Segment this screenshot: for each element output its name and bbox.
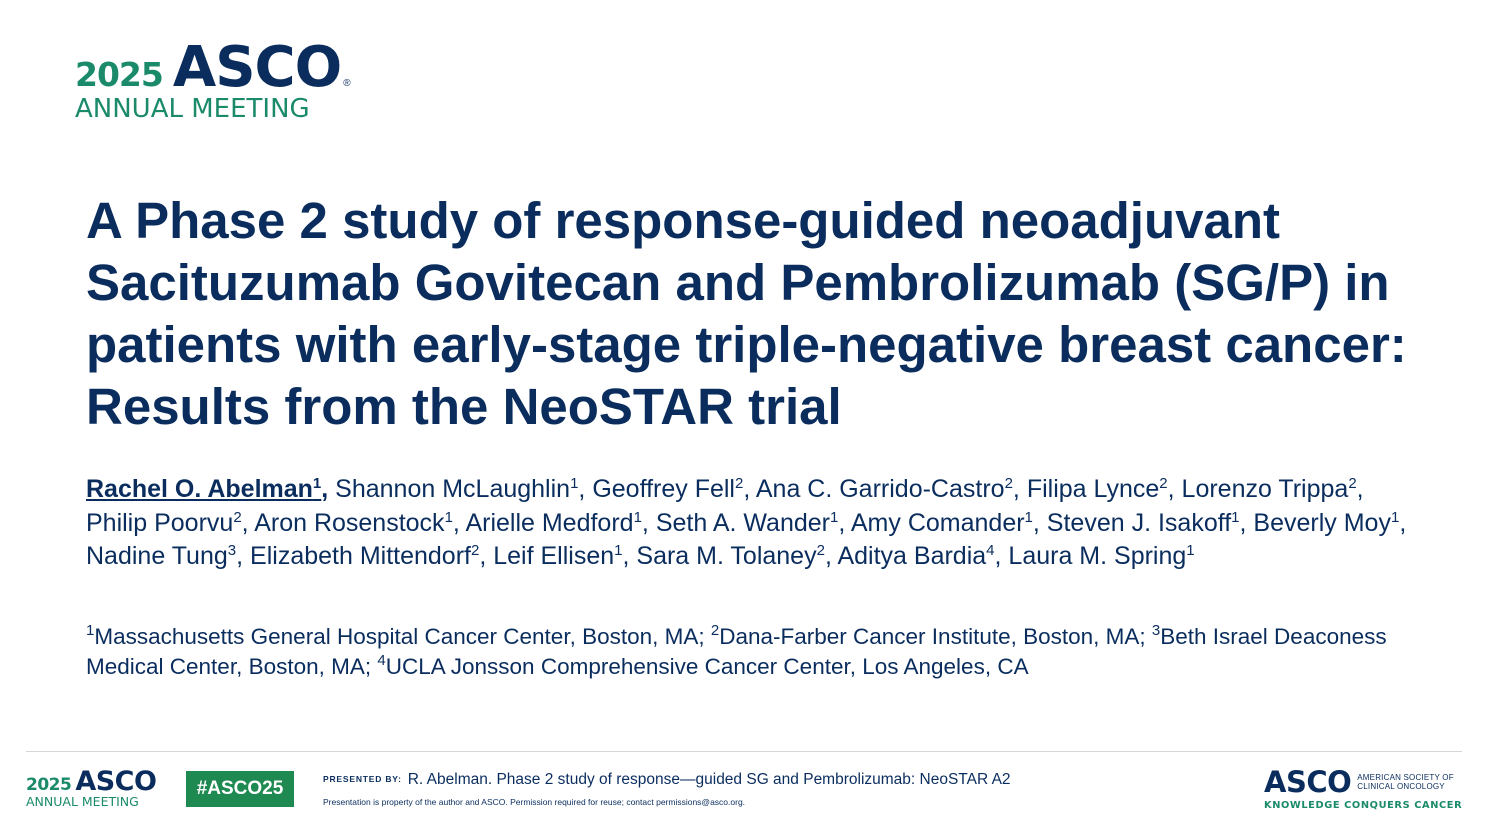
author-name: Amy Comander (850, 508, 1025, 537)
author-affiliation-sup: 2 (233, 508, 242, 526)
affiliation-sup: 3 (1151, 622, 1161, 639)
header-asco-logo (75, 35, 351, 124)
author-item: Leif Ellisen$^1$, (493, 542, 630, 570)
author-item: Lorenzo Trippa$^2$, (1181, 475, 1364, 503)
author-item: Amy Comander$^1$, (850, 508, 1040, 537)
affiliation-sup: 1 (86, 622, 95, 639)
author-affiliation-sup: 1 (633, 508, 642, 526)
author-name: Arielle Medford (465, 508, 634, 537)
author-affiliation-sup: 2 (470, 542, 480, 559)
author-item: Philip Poorvu$^2$, (86, 508, 249, 537)
affiliation-text: Beth Israel Deaconess Medical Center, Boston, MA; (86, 624, 1387, 679)
author-item: Arielle Medford$^1$, (465, 508, 649, 537)
author-affiliation-sup: 2 (1004, 475, 1013, 492)
author-name: Aditya Bardia (837, 542, 987, 570)
author-item: Nadine Tung$^3$, (86, 542, 244, 570)
footer-divider (26, 751, 1462, 752)
author-name: Beverly Moy (1253, 508, 1391, 537)
society-logo-brand: ASCO (1264, 765, 1352, 799)
affiliation-text: UCLA Jonsson Comprehensive Cancer Center, Los Angeles, CA (385, 654, 1029, 679)
author-affiliation-sup: 2 (734, 475, 744, 492)
presenter-sup: 1 (312, 475, 322, 492)
footer-asco-meeting-logo (26, 768, 156, 809)
logo-year: 2025 (75, 55, 163, 94)
author-name: Nadine Tung (86, 542, 228, 570)
slide-title: A Phase 2 study of response-guided neoadjuvant Sacituzumab Govitecan and Pembrolizumab (SG/P) in patients with early-stage triple-negative breast cancer: Results from the NeoSTAR trial (86, 192, 1407, 435)
author-item: Seth A. Wander$^1$, (655, 508, 846, 537)
author-affiliation-sup: 1 (570, 475, 579, 492)
presented-by-label: PRESENTED BY: (323, 774, 402, 784)
society-tagline: KNOWLEDGE CONQUERS CANCER (1264, 800, 1463, 811)
author-affiliation-sup: 2 (1159, 475, 1168, 492)
author-name: Geoffrey Fell (592, 475, 735, 503)
author-name: Steven J. Isakoff (1046, 508, 1232, 537)
presenter-comma: , (321, 475, 329, 503)
author-affiliation-sup: 1 (1024, 508, 1033, 526)
registered-mark: ® (343, 78, 351, 89)
author-affiliation-sup: 3 (227, 542, 237, 559)
author-name: Seth A. Wander (655, 508, 830, 537)
affiliation-item (711, 624, 1152, 649)
author-item: Sara M. Tolaney$^2$, (636, 542, 832, 570)
author-item (1008, 542, 1194, 570)
author-name: Shannon McLaughlin (335, 475, 571, 503)
presented-by (323, 771, 1011, 807)
author-item: Elizabeth Mittendorf$^2$, (250, 542, 487, 570)
author-affiliation-sup: 1 (1186, 542, 1195, 559)
presenting-author (86, 475, 328, 503)
footer-logo-brand: ASCO (75, 766, 157, 797)
author-name: Aron Rosenstock (254, 508, 445, 537)
author-item: Aditya Bardia$^4$, (837, 542, 1002, 570)
asco-society-logo (1264, 767, 1466, 811)
author-name: Philip Poorvu (86, 508, 234, 537)
footer-logo-subtitle: ANNUAL MEETING (26, 794, 139, 809)
author-affiliation-sup: 1 (444, 508, 453, 526)
author-affiliation-sup: 1 (614, 542, 623, 559)
hashtag-badge: #ASCO25 (186, 771, 294, 807)
author-affiliation-sup: 2 (1348, 475, 1357, 492)
author-item: Geoffrey Fell$^2$, (592, 475, 751, 503)
author-name: Sara M. Tolaney (636, 542, 817, 570)
affiliation-item (86, 624, 711, 649)
author-item: Shannon McLaughlin$^1$, (335, 475, 586, 503)
presented-by-text: R. Abelman. Phase 2 study of response—guided SG and Pembrolizumab: NeoSTAR A2 (407, 771, 1011, 788)
affiliation-text: Massachusetts General Hospital Cancer Center, Boston, MA; (94, 624, 711, 649)
author-item: Ana C. Garrido-Castro$^2$, (755, 475, 1020, 503)
author-item: Aron Rosenstock$^1$, (254, 508, 460, 537)
affiliation-item (377, 654, 1028, 679)
author-affiliation-sup: 1 (830, 508, 839, 526)
affiliations (86, 622, 1416, 682)
author-name: Lorenzo Trippa (1181, 475, 1349, 503)
author-affiliation-sup: 4 (986, 542, 995, 559)
author-affiliation-sup: 1 (1390, 508, 1400, 526)
author-list (86, 473, 1416, 574)
presenter-name: Rachel O. Abelman (86, 475, 313, 503)
author-name: Elizabeth Mittendorf (250, 542, 471, 570)
author-name: Ana C. Garrido-Castro (755, 475, 1005, 503)
society-name: AMERICAN SOCIETY OF CLINICAL ONCOLOGY (1357, 772, 1454, 791)
author-item: Beverly Moy$^1$, (1253, 508, 1407, 537)
author-item: Steven J. Isakoff$^1$, (1046, 508, 1247, 537)
logo-subtitle: ANNUAL MEETING (75, 94, 310, 124)
affiliation-text: Dana-Farber Cancer Institute, Boston, MA; (719, 624, 1152, 649)
logo-brand: ASCO (172, 35, 342, 100)
disclaimer: Presentation is property of the author and ASCO. Permission required for reuse; contact permissions@asco.org. (323, 797, 746, 807)
author-affiliation-sup: 1 (1231, 508, 1240, 526)
author-affiliation-sup: 2 (816, 542, 825, 559)
author-name: Laura M. Spring (1008, 542, 1187, 570)
author-item: Filipa Lynce$^2$, (1026, 475, 1175, 503)
affiliation-sup: 2 (710, 622, 720, 639)
author-name: Filipa Lynce (1026, 475, 1160, 503)
affiliation-sup: 4 (377, 652, 386, 669)
author-name: Leif Ellisen (493, 542, 615, 570)
footer-logo-year: 2025 (26, 775, 72, 795)
